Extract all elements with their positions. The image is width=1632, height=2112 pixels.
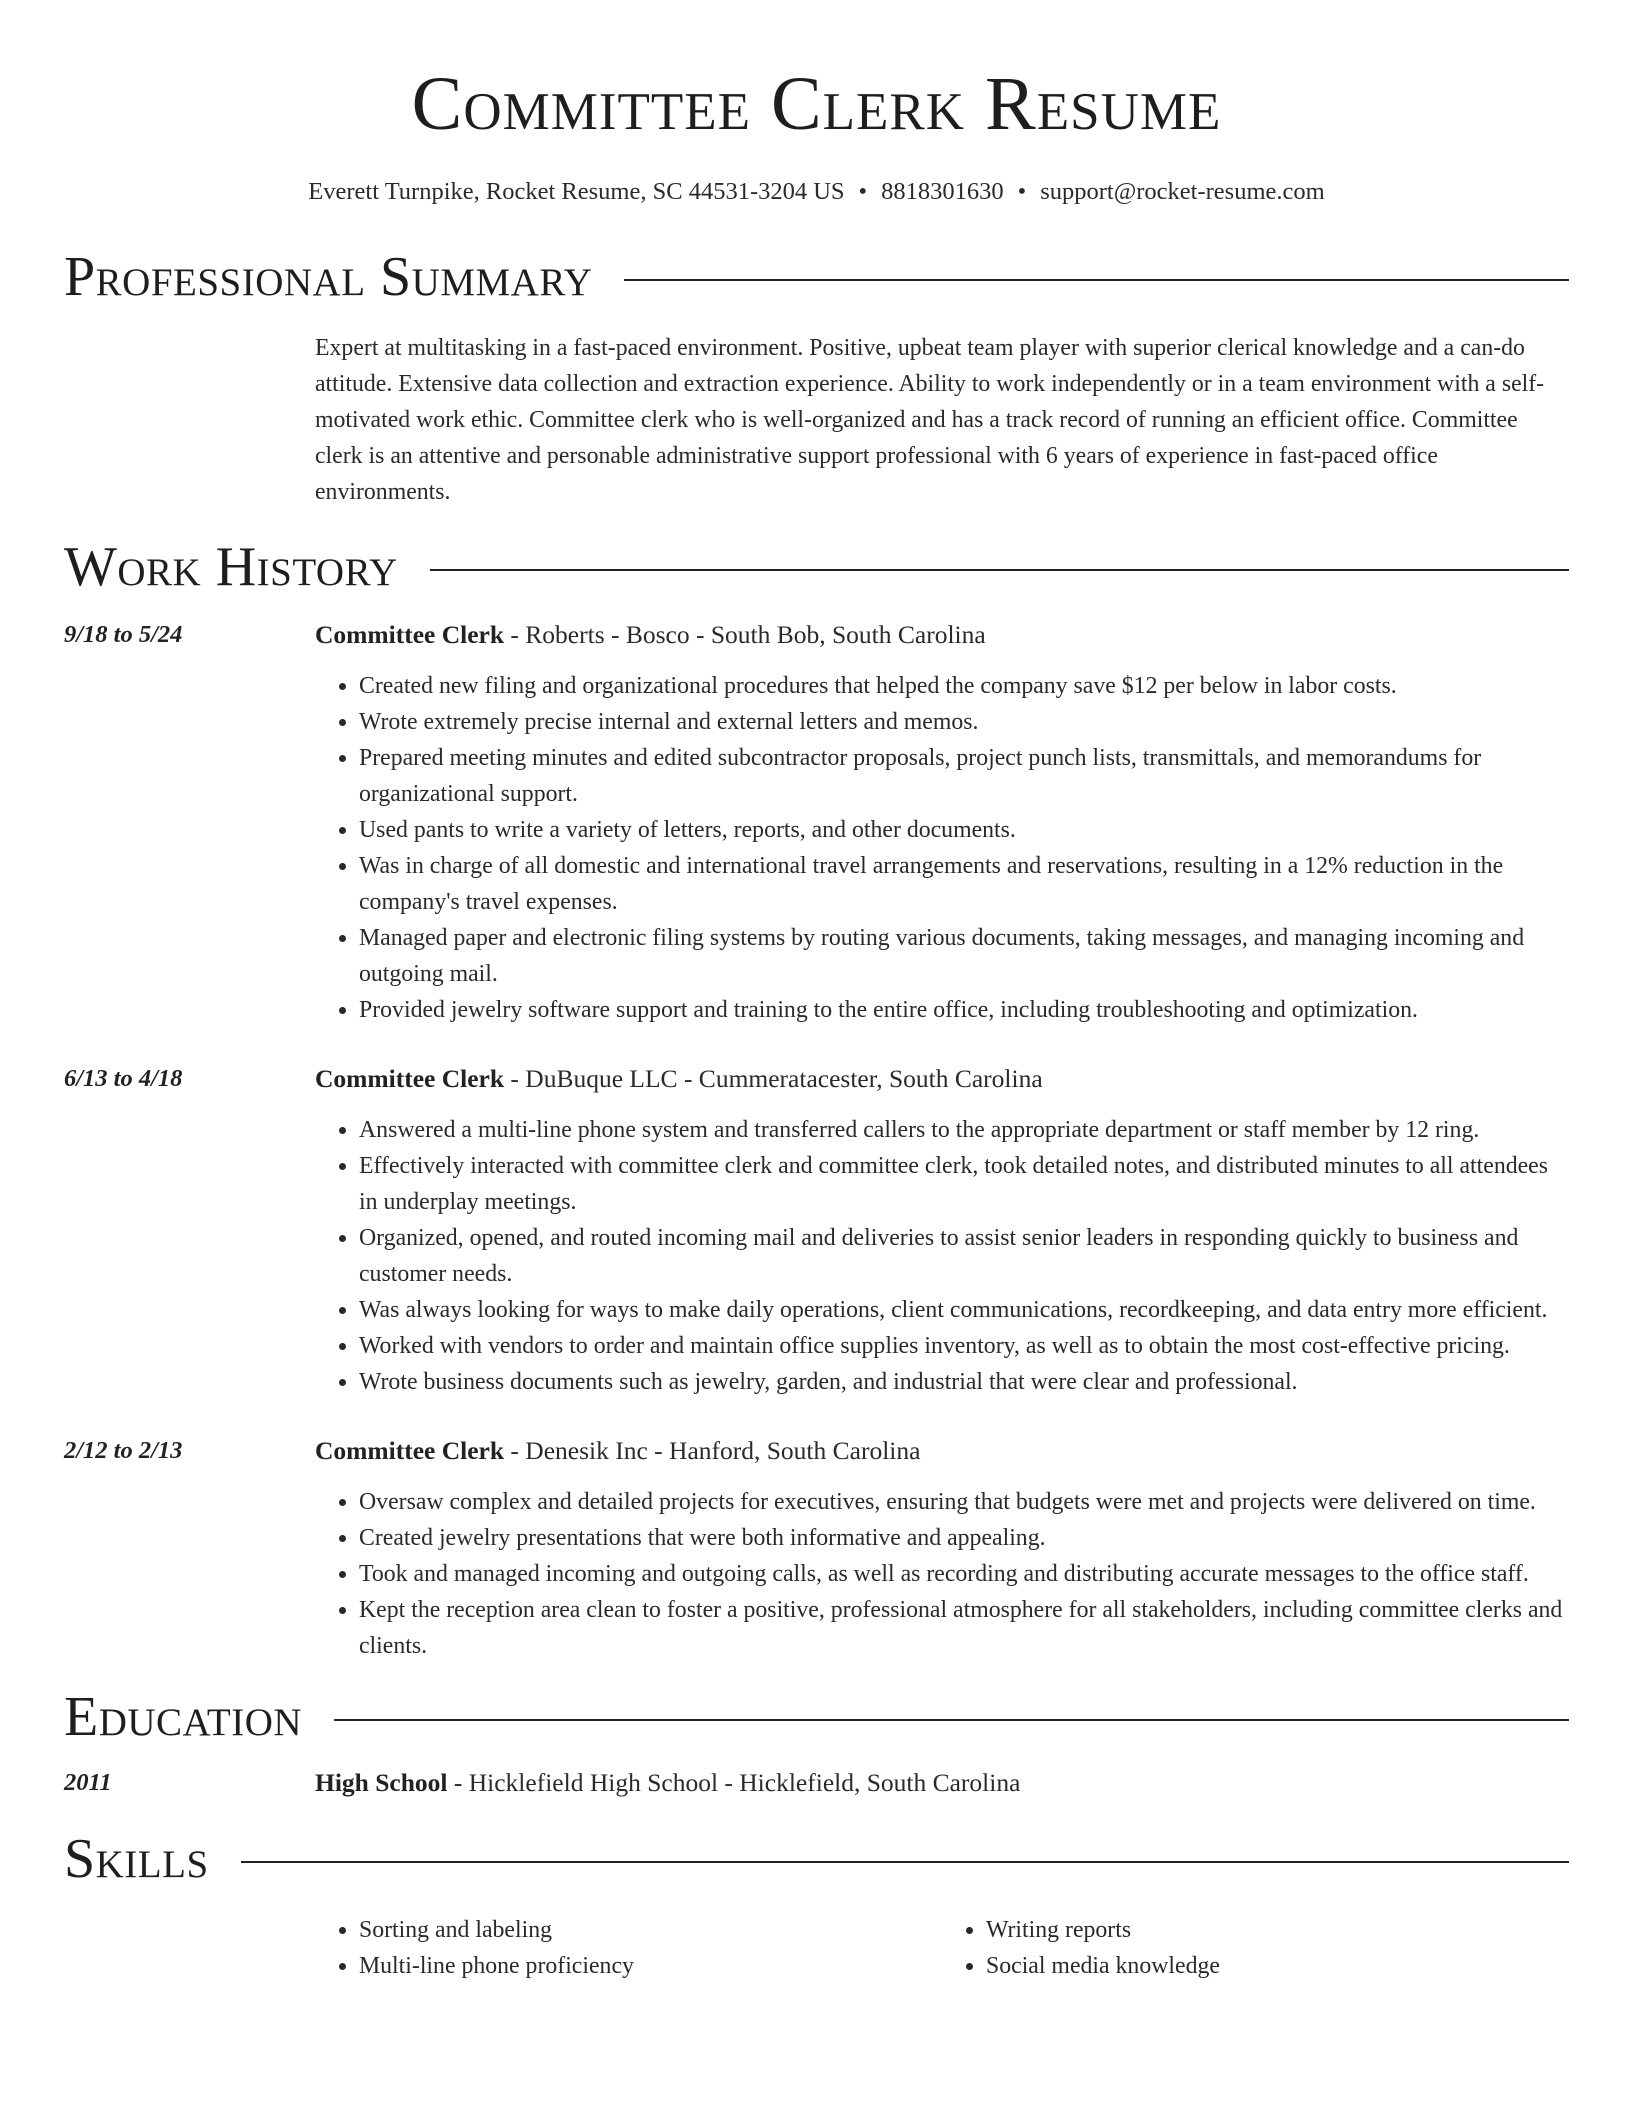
job-bullet: • Created new filing and organizational procedures that helped the company save $12 per below in labor costs. [359, 668, 1569, 704]
job-bullet: • Wrote business documents such as jewelry, garden, and industrial that were clear and professional. [359, 1364, 1569, 1400]
skill-item: • Sorting and labeling [359, 1912, 942, 1948]
skill-item: • Writing reports [986, 1912, 1569, 1948]
section-title: Work History [64, 536, 398, 598]
job-details: - DuBuque LLC - Cummeratacester, South Carolina [504, 1064, 1043, 1093]
job-bullet: • Managed paper and electronic filing systems by routing various documents, taking messages, and managing incoming and outgoing mail. [359, 920, 1569, 992]
job-body [315, 618, 1569, 1028]
job-bullet: • Kept the reception area clean to foster a positive, professional atmosphere for all stakeholders, including committee clerks and clients. [359, 1592, 1569, 1664]
job-dates: 6/13 to 4/18 [64, 1065, 183, 1092]
section-divider [430, 569, 1569, 571]
job-details: - Denesik Inc - Hanford, South Carolina [504, 1436, 921, 1465]
job-bullet: • Organized, opened, and routed incoming mail and deliveries to assist senior leaders in responding quickly to business and customer needs. [359, 1220, 1569, 1292]
job-bullets [315, 668, 1569, 1028]
education-year: 2011 [64, 1769, 112, 1796]
contact-email[interactable]: support@rocket-resume.com [1040, 178, 1325, 205]
section-divider [334, 1719, 1569, 1721]
job-bullet: • Used pants to write a variety of letters, reports, and other documents. [359, 812, 1569, 848]
job-bullet: • Wrote extremely precise internal and external letters and memos. [359, 704, 1569, 740]
job-bullet: • Took and managed incoming and outgoing calls, as well as recording and distributing accurate messages to the office staff. [359, 1556, 1569, 1592]
education-details: - Hicklefield High School - Hicklefield, South Carolina [447, 1768, 1021, 1797]
section-title: Professional Summary [64, 246, 593, 308]
job-bullets [315, 1484, 1569, 1664]
contact-separator: • [1017, 178, 1027, 205]
job-bullet: • Worked with vendors to order and maintain office supplies inventory, as well as to obtain the most cost-effective pricing. [359, 1328, 1569, 1364]
job-headline [315, 1434, 1569, 1468]
skill-item: • Social media knowledge [986, 1948, 1569, 1984]
job-bullet: • Answered a multi-line phone system and transferred callers to the appropriate department or staff member by 12 ring. [359, 1112, 1569, 1148]
job-bullet: • Was always looking for ways to make daily operations, client communications, recordkeeping, and data entry more efficient. [359, 1292, 1569, 1328]
skills-column-left [315, 1912, 942, 1984]
job-bullet: • Created jewelry presentations that were both informative and appealing. [359, 1520, 1569, 1556]
skills-list [315, 1912, 1569, 1984]
contact-phone: 8818301630 [881, 178, 1004, 205]
skill-item: • Multi-line phone proficiency [359, 1948, 942, 1984]
job-bullet: • Prepared meeting minutes and edited subcontractor proposals, project punch lists, transmittals, and memorandums for organizational support. [359, 740, 1569, 812]
section-divider [624, 279, 1569, 281]
job-headline [315, 1062, 1569, 1096]
section-divider [241, 1861, 1569, 1863]
job-bullets [315, 1112, 1569, 1400]
job-entry [64, 1062, 1569, 1400]
education-body [315, 1766, 1569, 1800]
job-bullet: • Effectively interacted with committee clerk and committee clerk, took detailed notes, and distributed minutes to all attendees in underplay meetings. [359, 1148, 1569, 1220]
job-dates: 9/18 to 5/24 [64, 621, 183, 648]
section-title: Skills [64, 1828, 209, 1890]
contact-line [64, 176, 1569, 208]
summary-section-header [64, 242, 1569, 312]
job-entry [64, 1434, 1569, 1664]
education-entry [64, 1766, 1569, 1800]
job-body [315, 1062, 1569, 1400]
job-bullet: • Oversaw complex and detailed projects for executives, ensuring that budgets were met and projects were delivered on time. [359, 1484, 1569, 1520]
work-section-header [64, 532, 1569, 602]
section-title: Education [64, 1686, 303, 1748]
education-headline [315, 1766, 1569, 1800]
job-bullet: • Was in charge of all domestic and international travel arrangements and reservations, resulting in a 12% reduction in the company's travel expenses. [359, 848, 1569, 920]
education-section-header [64, 1682, 1569, 1752]
job-headline [315, 618, 1569, 652]
job-role: Committee Clerk [315, 620, 505, 649]
summary-text: Expert at multitasking in a fast-paced environment. Positive, upbeat team player with superior clerical knowledge and a can-do attitude. Extensive data collection and extraction experience. Ability to work independently or in a team environment with a self-motivated work ethic. Committee clerk who is well-organized and has a track record of running an efficient office. Committee clerk is an attentive and personable administrative support professional with 6 years of experience in fast-paced office environments. [315, 335, 1545, 505]
contact-separator: • [858, 178, 868, 205]
job-body [315, 1434, 1569, 1664]
job-role: Committee Clerk [315, 1064, 505, 1093]
contact-address: Everett Turnpike, Rocket Resume, SC 44531-3204 US [308, 178, 845, 205]
job-details: - Roberts - Bosco - South Bob, South Carolina [504, 620, 986, 649]
education-degree: High School [315, 1768, 448, 1797]
job-dates: 2/12 to 2/13 [64, 1437, 183, 1464]
skills-column-right [942, 1912, 1569, 1984]
job-bullet: • Provided jewelry software support and training to the entire office, including troubleshooting and optimization. [359, 992, 1569, 1028]
job-role: Committee Clerk [315, 1436, 505, 1465]
resume-title: Committee Clerk Resume [411, 62, 1222, 146]
job-entry [64, 618, 1569, 1028]
skills-section-header [64, 1824, 1569, 1894]
resume-page [64, 0, 1569, 2112]
